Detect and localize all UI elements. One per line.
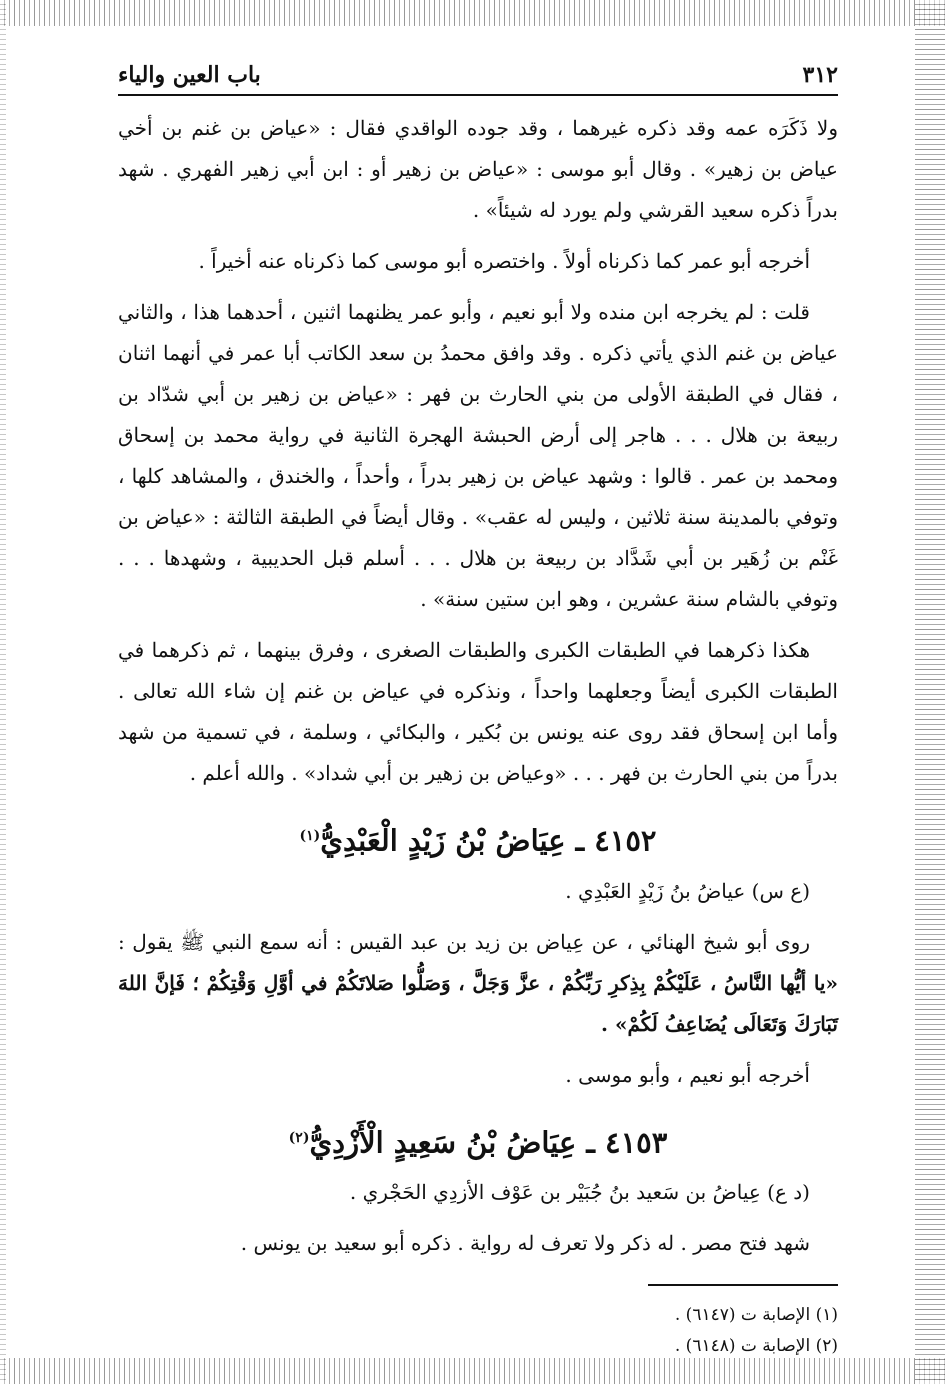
decorative-border-right bbox=[915, 0, 945, 1384]
entry-4153-title-text: ٤١٥٣ ـ عِيَاضُ بْنُ سَعِيدٍ الْأَزْدِيُّ bbox=[309, 1125, 668, 1160]
chapter-title: باب العين والياء bbox=[118, 62, 261, 88]
entry-4152-symbols: (ع س) عياضُ بنُ زَيْدٍ العَبْدِي . bbox=[565, 878, 810, 903]
hadith-text: «يا أيُّها النَّاسُ ، عَلَيْكُمْ بِذِكرِ رَبِّكُمْ ، عزَّ وَجَلَّ ، وَصَلُّوا صَلاتَكُمْ في أوَّلِ وَقْتِكُمْ ؛ فَإنَّ اللهَ تَبَارَكَ وَتَعَالَى يُضَاعِفُ لَكُمْ» . bbox=[118, 970, 838, 1036]
decorative-border-left bbox=[0, 0, 6, 1384]
footnote-ref-1: (١) bbox=[299, 828, 321, 844]
paragraph-4: هكذا ذكرهما في الطبقات الكبرى والطبقات الصغرى ، وفرق بينهما ، ثم ذكرهما في الطبقات الكبرى أيضاً وجعلهما واحداً ، ونذكره في عياض بن غنم إن شاء الله تعالى . وأما ابن إسحاق فقد روى عنه يونس بن بُكير ، والبكائي ، وسلمة ، في تسمية من شهد بدراً من بني الحارث بن فهر . . . «وعياض بن زهير بن أبي شداد» . والله أعلم . bbox=[118, 638, 838, 785]
entry-4152-takhrij: أخرجه أبو نعيم ، وأبو موسى . bbox=[565, 1062, 810, 1087]
book-page bbox=[118, 62, 838, 1362]
footnote-1: (١) الإصابة ت (٦١٤٧) . bbox=[674, 1305, 838, 1326]
entry-4152-title bbox=[118, 812, 838, 865]
entry-4153-title bbox=[118, 1114, 838, 1167]
paragraph-2: أخرجه أبو عمر كما ذكرناه أولاً . واختصره أبو موسى كما ذكرناه عنه أخيراً . bbox=[198, 249, 810, 273]
entry-4153-body: شهد فتح مصر . له ذكر ولا تعرف له رواية . ذكره أبو سعيد بن يونس . bbox=[240, 1231, 810, 1256]
entry-4152-title-text: ٤١٥٢ ـ عِيَاضُ بْنُ زَيْدٍ الْعَبْدِيُّ bbox=[320, 823, 657, 858]
entry-4152-narration bbox=[118, 922, 838, 1045]
paragraph-3: قلت : لم يخرجه ابن منده ولا أبو نعيم ، وأبو عمر يظنهما اثنين ، أحدهما هذا ، والثاني عياض بن غنم الذي يأتي ذكره . وقد وافق محمدُ بن سعد الكاتب أبا عمر في أنهما اثنان ، فقال في الطبقة الأولى من بني الحارث بن فهر : «عياض بن زهير بن أبي شدّاد بن ربيعة بن هلال . . . هاجر إلى أرض الحبشة الهجرة الثانية في رواية محمد بن إسحاق ومحمد بن عمر . قالوا : وشهد عياض بن زهير بدراً ، وأحداً ، والخندق ، والمشاهد كلها ، وتوفي بالمدينة سنة ثلاثين ، وليس له عقب» . وقال أيضاً في الطبقة الثالثة : «عياض بن غَنْم بن زُهَير بن أبي شَدَّاد بن ربيعة بن هلال . . . أسلم قبل الحديبية ، وشهدها . . . وتوفي بالشام سنة عشرين ، وهو ابن ستين سنة» . bbox=[118, 300, 838, 611]
page-header bbox=[118, 62, 838, 96]
footnote-ref-2: (٢) bbox=[288, 1129, 310, 1146]
narration-intro: روى أبو شيخ الهنائي ، عن عِياض بن زيد بن عبد القيس : أنه سمع النبي ﷺ يقول : bbox=[118, 929, 811, 954]
paragraph-1: ولا ذَكَرَه عمه وقد ذكره غيرهما ، وقد جوده الواقدي فقال : «عياض بن غنم بن أخي عياض بن زهير» . وقال أبو موسى : «عياض بن زهير أو : ابن أبي زهير الفهري . شهد بدراً ذكره سعيد القرشي ولم يورد له شيئاً» . bbox=[118, 116, 838, 222]
page-number: ٣١٢ bbox=[802, 62, 838, 88]
entry-4153-symbols: (د ع) عِياضُ بن سَعيد بنُ جُبَيْر بن عَوْف الأزدِي الحَجْري . bbox=[349, 1180, 810, 1205]
decorative-border-top bbox=[0, 0, 945, 26]
footnotes bbox=[118, 1300, 838, 1362]
footnote-2: (٢) الإصابة ت (٦١٤٨) . bbox=[674, 1336, 838, 1357]
footnote-separator bbox=[648, 1284, 838, 1286]
